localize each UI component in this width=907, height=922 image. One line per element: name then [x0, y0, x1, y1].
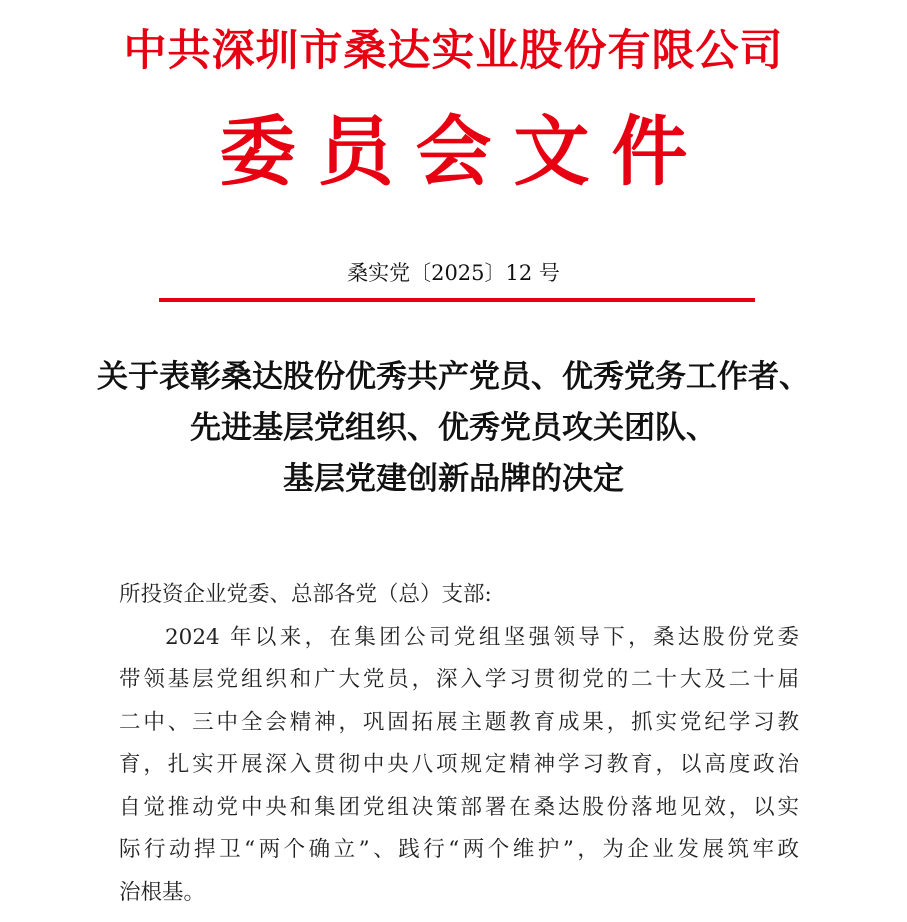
red-separator-line — [159, 298, 755, 302]
paragraph-line: 际行动捍卫“两个确立”、践行“两个维护”，为企业发展筑牢政 — [119, 837, 799, 862]
title-line: 基层党建创新品牌的决定 — [283, 461, 624, 497]
document-body — [119, 574, 799, 914]
paragraph-line: 2024 年以来，在集团公司党组坚强领导下，桑达股份党委 — [165, 624, 799, 650]
title-line: 先进基层党组织、优秀党员攻关团队、 — [190, 410, 717, 446]
title-line: 关于表彰桑达股份优秀共产党员、优秀党务工作者、 — [97, 359, 810, 395]
paragraph-line: 自觉推动党中央和集团党组决策部署在桑达股份落地见效，以实 — [119, 794, 799, 820]
document-number: 桑实党〔2025〕12 号 — [347, 261, 560, 285]
paragraph-line: 治根基。 — [119, 879, 206, 905]
paragraph-line: 育，扎实开展深入贯彻中央八项规定精神学习教育，以高度政治 — [119, 752, 799, 777]
decision-title — [0, 352, 907, 505]
salutation: 所投资企业党委、总部各党（总）支部: — [119, 582, 492, 607]
issuing-organization-name: 中共深圳市桑达实业股份有限公司 — [123, 26, 784, 76]
document-type-heading: 委员会文件 — [219, 107, 710, 196]
paragraph-line: 二中、三中全会精神，巩固拓展主题教育成果，抓实党纪学习教 — [119, 709, 799, 735]
paragraph-line: 带领基层党组织和广大党员，深入学习贯彻党的二十大及二十届 — [119, 667, 799, 692]
